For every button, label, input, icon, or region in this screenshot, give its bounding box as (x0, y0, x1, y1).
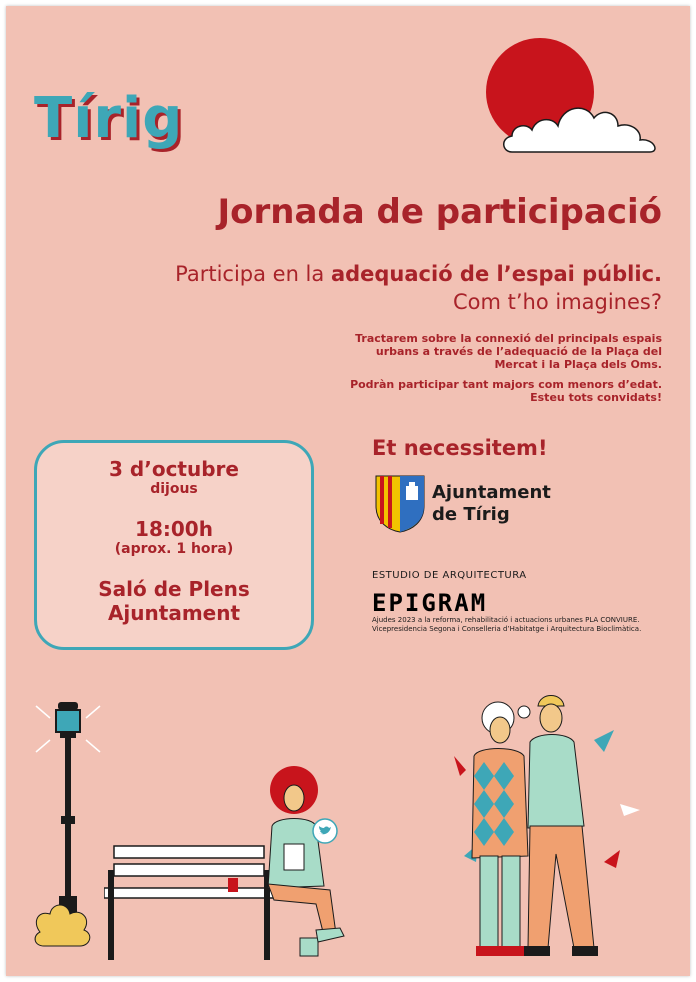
funding-note (372, 616, 672, 634)
description (322, 332, 662, 371)
invitation (322, 378, 662, 404)
poster (6, 6, 690, 976)
sun-cloud-illustration (484, 34, 664, 158)
call-to-action: Et necessitem! (372, 436, 548, 460)
council-line2: de Tírig (432, 504, 510, 525)
event-place-line1: Saló de Plens (98, 577, 250, 601)
town-name: Tírig (34, 86, 184, 151)
description-line: Tractarem sobre la connexió del principals espais (355, 332, 662, 345)
invite-line: Esteu tots convidats! (530, 391, 662, 404)
description-line: urbans a través de l’adequació de la Plaça del (375, 345, 662, 358)
event-details-box (34, 440, 314, 650)
couple-illustration (444, 686, 644, 968)
event-subtitle (175, 260, 662, 316)
event-weekday: dijous (150, 481, 198, 497)
funding-line1: Ajudes 2023 a la reforma, rehabilitació i actuacions urbanes PLA CONVIURE. (372, 616, 640, 624)
event-duration: (aprox. 1 hora) (114, 541, 234, 557)
subtitle-line2: Com t’ho imagines? (452, 290, 662, 314)
event-date: 3 d’octubre (109, 457, 239, 481)
subtitle-bold: adequació de l’espai públic. (330, 262, 662, 286)
twitter-icon (312, 818, 338, 844)
subtitle-pre: Participa en la (175, 262, 331, 286)
studio-label: ESTUDIO DE ARQUITECTURA (372, 570, 527, 581)
coat-of-arms-icon (374, 472, 426, 534)
council-name (432, 482, 551, 526)
studio-logo: EPIGRAM (372, 589, 488, 617)
event-title: Jornada de participació (217, 192, 662, 232)
bench-illustration (104, 766, 354, 966)
event-place-line2: Ajuntament (107, 601, 241, 625)
event-time: 18:00h (135, 517, 213, 541)
description-line: Mercat i la Plaça dels Oms. (494, 358, 662, 371)
council-line1: Ajuntament (432, 482, 551, 503)
funding-line2: Vicepresidencia Segona i Conselleria d’Habitatge i Arquitectura Bioclimàtica. (372, 625, 642, 633)
invite-line: Podràn participar tant majors com menors d’edat. (350, 378, 662, 391)
